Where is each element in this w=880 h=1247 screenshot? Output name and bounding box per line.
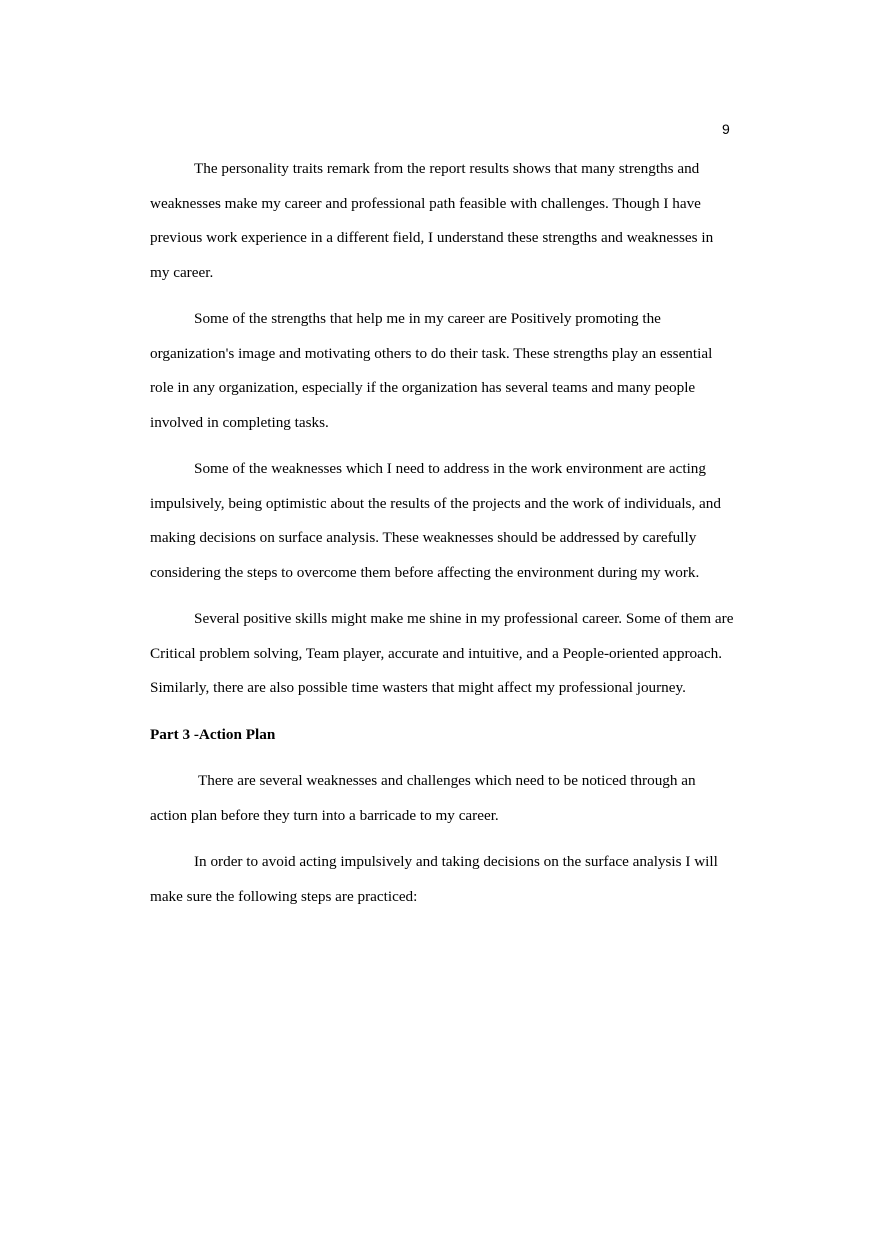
paragraph-positive-skills: Several positive skills might make me shine in my professional career. Some of them are Critical problem solving, Team player, accurate and intuitive, and a People-oriented approach. Similarly, there are also possible time wasters that might affect my professional journey. xyxy=(150,610,734,696)
document-body xyxy=(150,152,734,926)
paragraph-personality-traits: The personality traits remark from the report results shows that many strengths and weaknesses make my career and professional path feasible with challenges. Though I have previous work experience in a different field, I understand these strengths and weaknesses in my career. xyxy=(150,160,714,281)
section-heading: Part 3 -Action Plan xyxy=(150,725,276,743)
paragraph-strengths: Some of the strengths that help me in my career are Positively promoting the organization's image and motivating others to do their task. These strengths play an essential role in any organization, especially if the organization has several teams and many people involved in completing tasks. xyxy=(150,310,713,431)
paragraph-weaknesses: Some of the weaknesses which I need to address in the work environment are acting impulsively, being optimistic about the results of the projects and the work of individuals, and making decisions on surface analysis. These weaknesses should be addressed by carefully considering the steps to overcome them before affecting the environment during my work. xyxy=(150,460,721,581)
paragraph-action-plan-steps: In order to avoid acting impulsively and taking decisions on the surface analysis I will make sure the following steps are practiced: xyxy=(150,853,718,905)
paragraph-action-plan-intro: There are several weaknesses and challenges which need to be noticed through an action plan before they turn into a barricade to my career. xyxy=(150,772,696,824)
page-number: 9 xyxy=(722,121,730,137)
